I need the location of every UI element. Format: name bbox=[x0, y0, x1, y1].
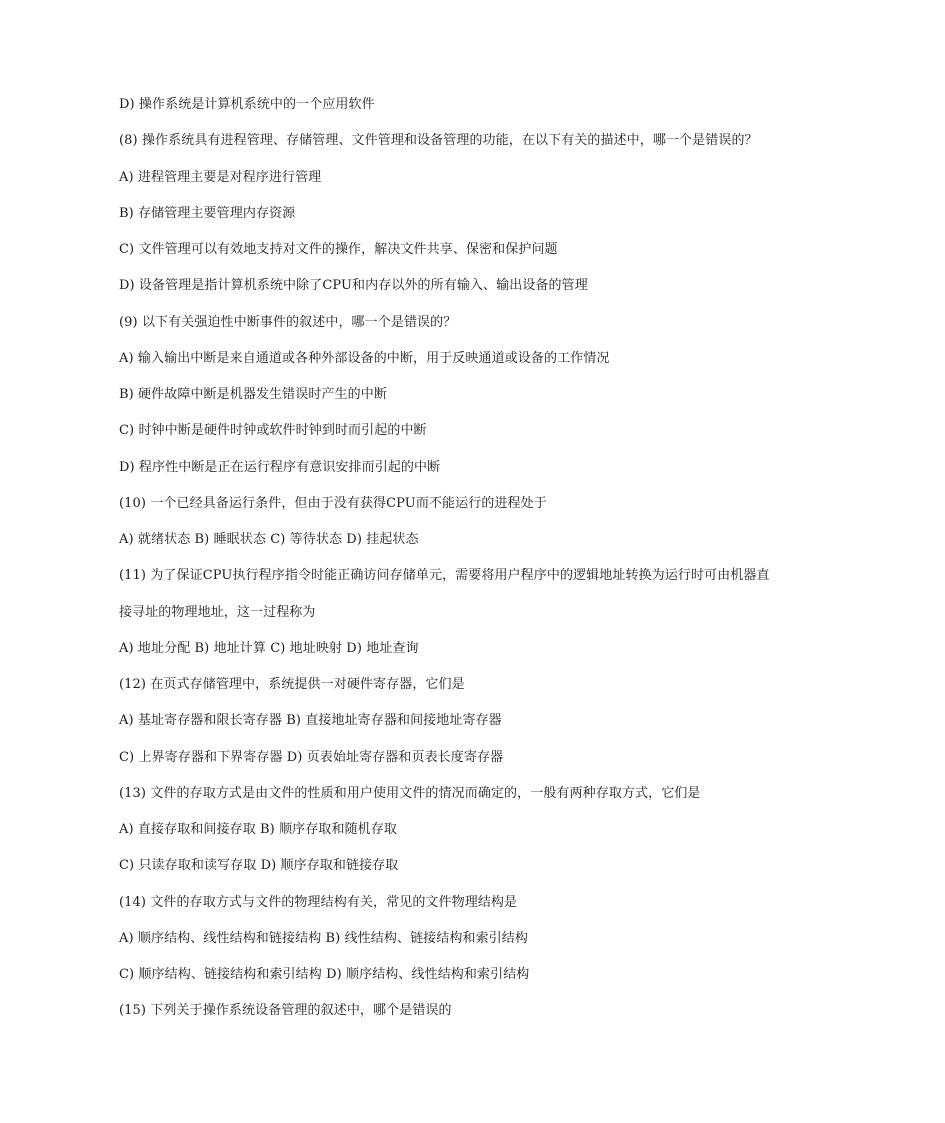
text-line: (15) 下列关于操作系统设备管理的叙述中，哪个是错误的 bbox=[119, 1003, 452, 1019]
text-line: C) 上界寄存器和下界寄存器 D) 页表始址寄存器和页表长度寄存器 bbox=[119, 749, 504, 765]
text-line: A) 顺序结构、线性结构和链接结构 B) 线性结构、链接结构和索引结构 bbox=[119, 930, 528, 946]
text-line: A) 直接存取和间接存取 B) 顺序存取和随机存取 bbox=[119, 822, 397, 837]
text-line: C) 时钟中断是硬件时钟或软件时钟到时而引起的中断 bbox=[119, 423, 427, 439]
text-line: D) 操作系统是计算机系统中的一个应用软件 bbox=[119, 97, 375, 112]
question-text-block bbox=[119, 94, 839, 1037]
text-line: C) 文件管理可以有效地支持对文件的操作，解决文件共享、保密和保护问题 bbox=[119, 242, 558, 257]
text-line: C) 顺序结构、链接结构和索引结构 D) 顺序结构、线性结构和索引结构 bbox=[119, 967, 530, 982]
text-line: A) 就绪状态 B) 睡眠状态 C) 等待状态 D) 挂起状态 bbox=[119, 532, 419, 547]
text-line: (10) 一个已经具备运行条件，但由于没有获得CPU而不能运行的进程处于 bbox=[119, 495, 547, 511]
text-line: A) 基址寄存器和限长寄存器 B) 直接地址寄存器和间接地址寄存器 bbox=[119, 713, 502, 729]
text-line: C) 只读存取和读写存取 D) 顺序存取和链接存取 bbox=[119, 858, 399, 874]
text-line: (13) 文件的存取方式是由文件的性质和用户使用文件的情况而确定的，一般有两种存取方式，它们是 bbox=[119, 785, 701, 801]
text-line: (8) 操作系统具有进程管理、存储管理、文件管理和设备管理的功能，在以下有关的描述中，哪一个是错误的？ bbox=[119, 133, 758, 149]
text-line: B) 硬件故障中断是机器发生错误时产生的中断 bbox=[119, 387, 387, 402]
text-line: 接寻址的物理地址，这一过程称为 bbox=[119, 604, 316, 620]
text-line: D) 设备管理是指计算机系统中除了CPU和内存以外的所有输入、输出设备的管理 bbox=[119, 278, 588, 294]
text-line: (9) 以下有关强迫性中断事件的叙述中，哪一个是错误的？ bbox=[119, 314, 457, 330]
text-line: D) 程序性中断是正在运行程序有意识安排而引起的中断 bbox=[119, 459, 441, 475]
text-line: A) 进程管理主要是对程序进行管理 bbox=[119, 169, 322, 185]
text-line: A) 输入输出中断是来自通道或各种外部设备的中断，用于反映通道或设备的工作情况 bbox=[119, 350, 610, 366]
text-line: (11) 为了保证CPU执行程序指令时能正确访问存储单元，需要将用户程序中的逻辑地址转换为运行时可由机器直 bbox=[119, 568, 770, 584]
text-line: (12) 在页式存储管理中，系统提供一对硬件寄存器，它们是 bbox=[119, 677, 465, 692]
text-line: B) 存储管理主要管理内存资源 bbox=[119, 205, 296, 221]
text-line: A) 地址分配 B) 地址计算 C) 地址映射 D) 地址查询 bbox=[119, 640, 419, 656]
text-line: (14) 文件的存取方式与文件的物理结构有关，常见的文件物理结构是 bbox=[119, 894, 518, 910]
